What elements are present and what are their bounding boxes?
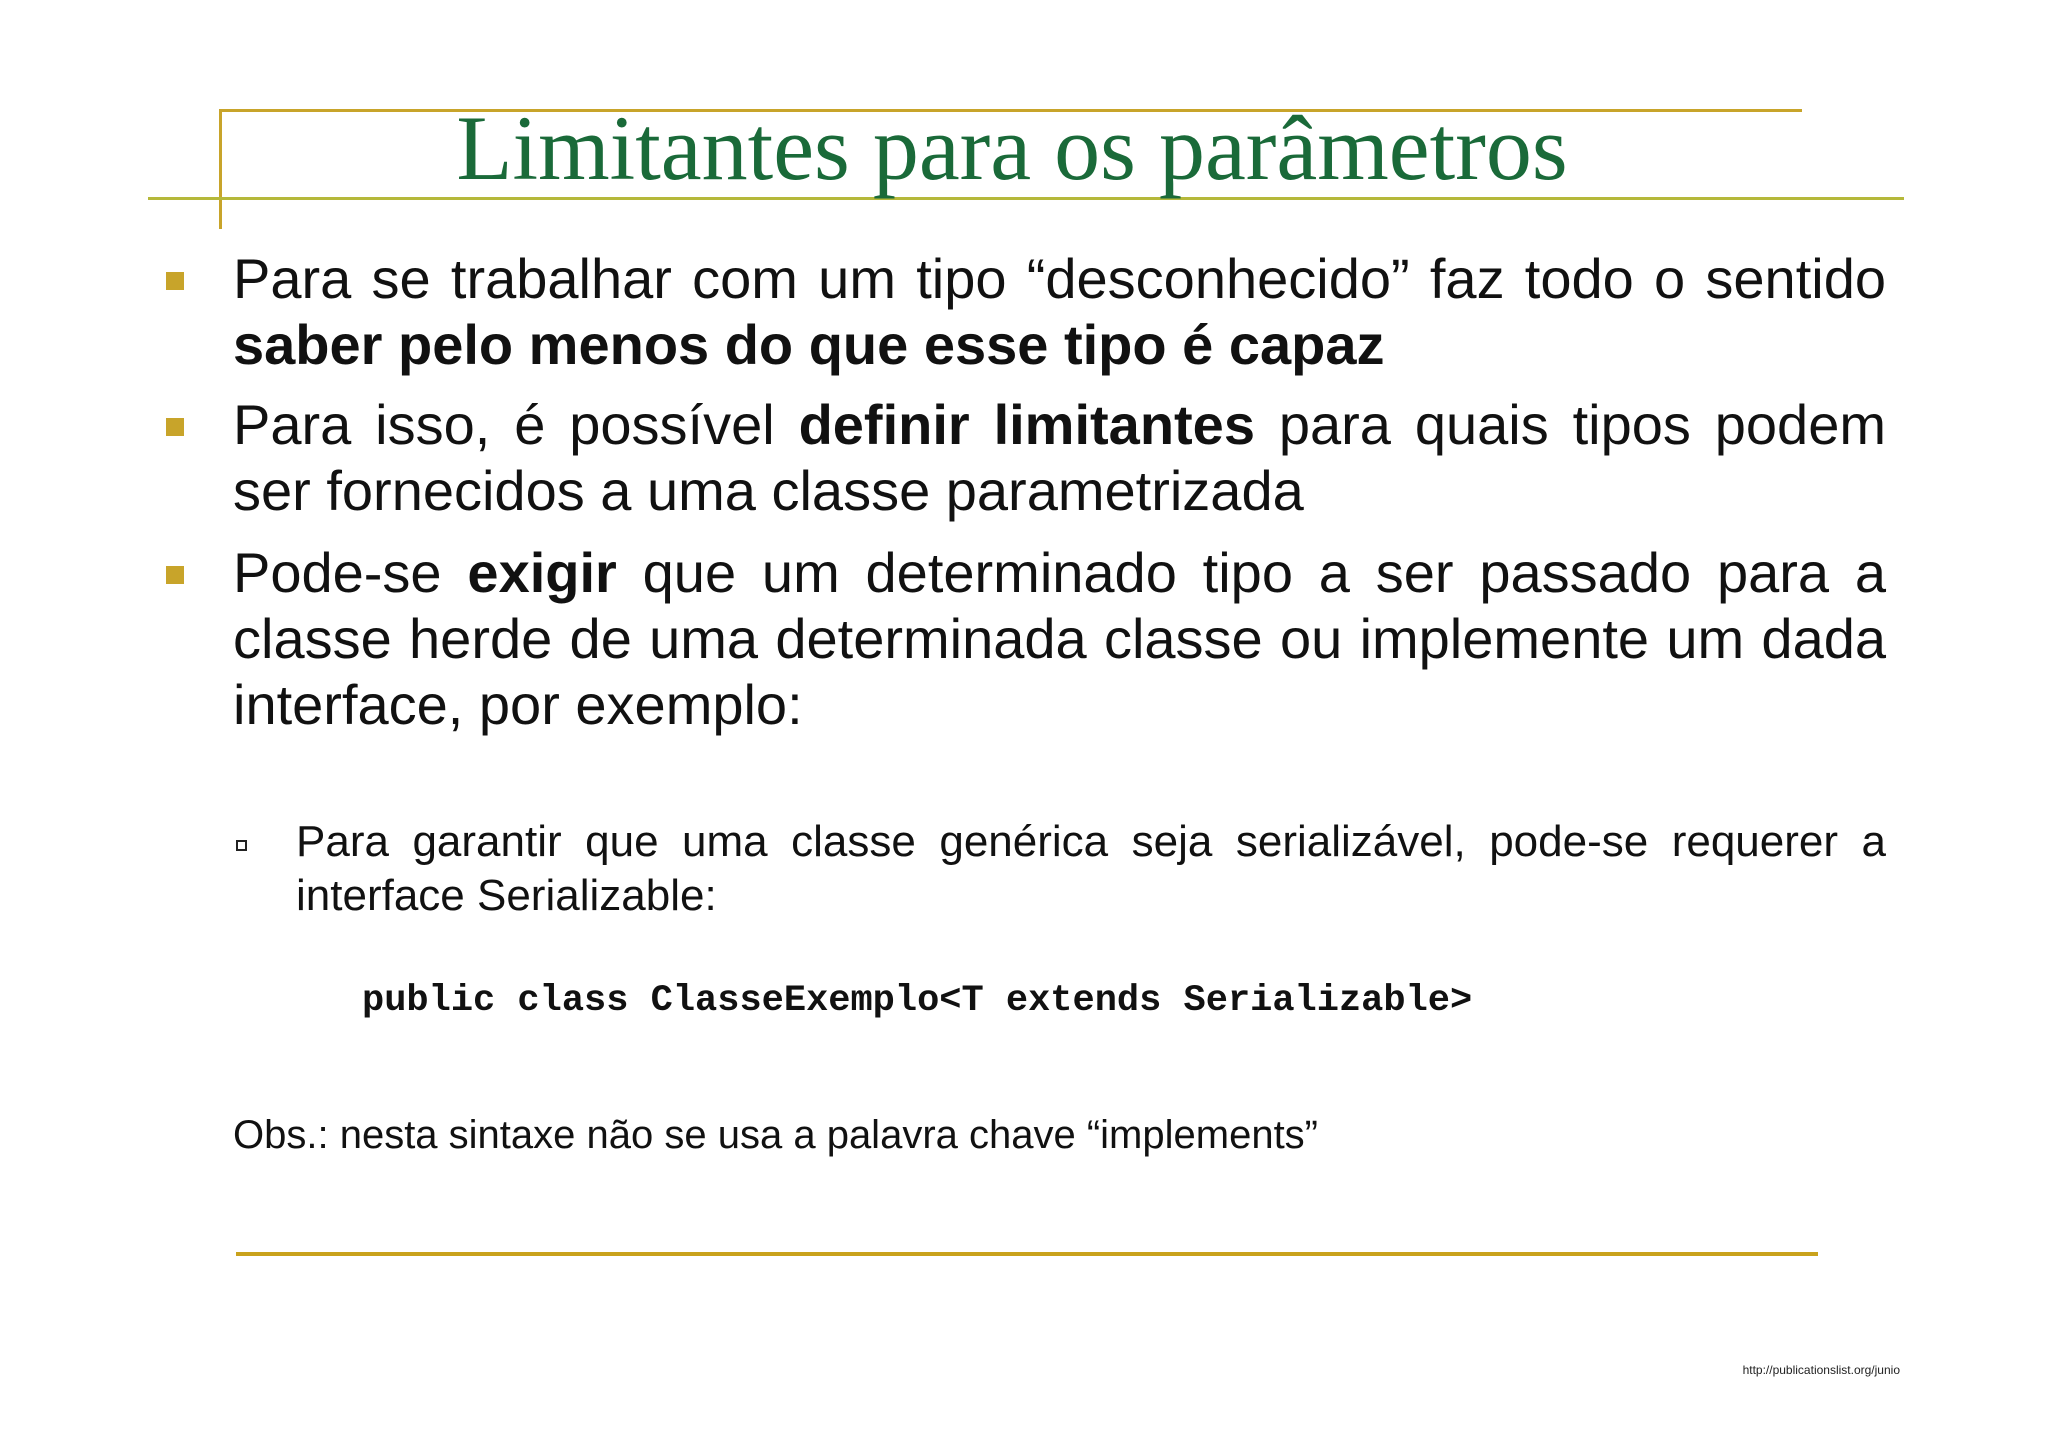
slide-title: Limitantes para os parâmetros	[456, 97, 1568, 199]
bullet-item-1	[166, 246, 1886, 378]
bullet-text-bold: saber pelo menos do que esse tipo é capaz	[233, 313, 1385, 376]
bullet-item-3	[166, 540, 1886, 738]
bullet-text	[233, 246, 1886, 378]
sub-bullet-item	[236, 815, 1886, 923]
hollow-square-bullet-icon	[236, 840, 247, 851]
bullet-text-plain: Pode-se	[233, 541, 468, 604]
bullet-text-bold: definir limitantes	[798, 393, 1255, 456]
bullet-text	[233, 392, 1886, 524]
bullet-text-plain: Para isso, é possível	[233, 393, 799, 456]
bullet-text-bold: exigir	[467, 541, 617, 604]
sub-bullet-text: Para garantir que uma classe genérica seja serializável, pode-se requerer a interface Serializable:	[296, 817, 1886, 920]
bottom-rule	[236, 1252, 1818, 1256]
square-bullet-icon	[166, 418, 184, 436]
code-snippet: public class ClasseExemplo<T extends Serializable>	[362, 980, 1473, 1022]
bullet-text-plain: para quais tipos podem ser fornecidos a uma classe parametrizada	[233, 393, 1886, 522]
bullet-item-2	[166, 392, 1886, 524]
bullet-text-plain: que um determinado tipo a ser passado para a classe herde de uma determinada classe ou implemente um dada interface, por exemplo:	[233, 541, 1886, 736]
square-bullet-icon	[166, 566, 184, 584]
bullet-text-plain: Para se trabalhar com um tipo “desconhecido” faz todo o sentido	[233, 247, 1886, 310]
square-bullet-icon	[166, 272, 184, 290]
bullet-text	[233, 540, 1886, 738]
observation-note: Obs.: nesta sintaxe não se usa a palavra chave “implements”	[233, 1113, 1318, 1157]
footer-url: http://publicationslist.org/junio	[1742, 1363, 1900, 1377]
